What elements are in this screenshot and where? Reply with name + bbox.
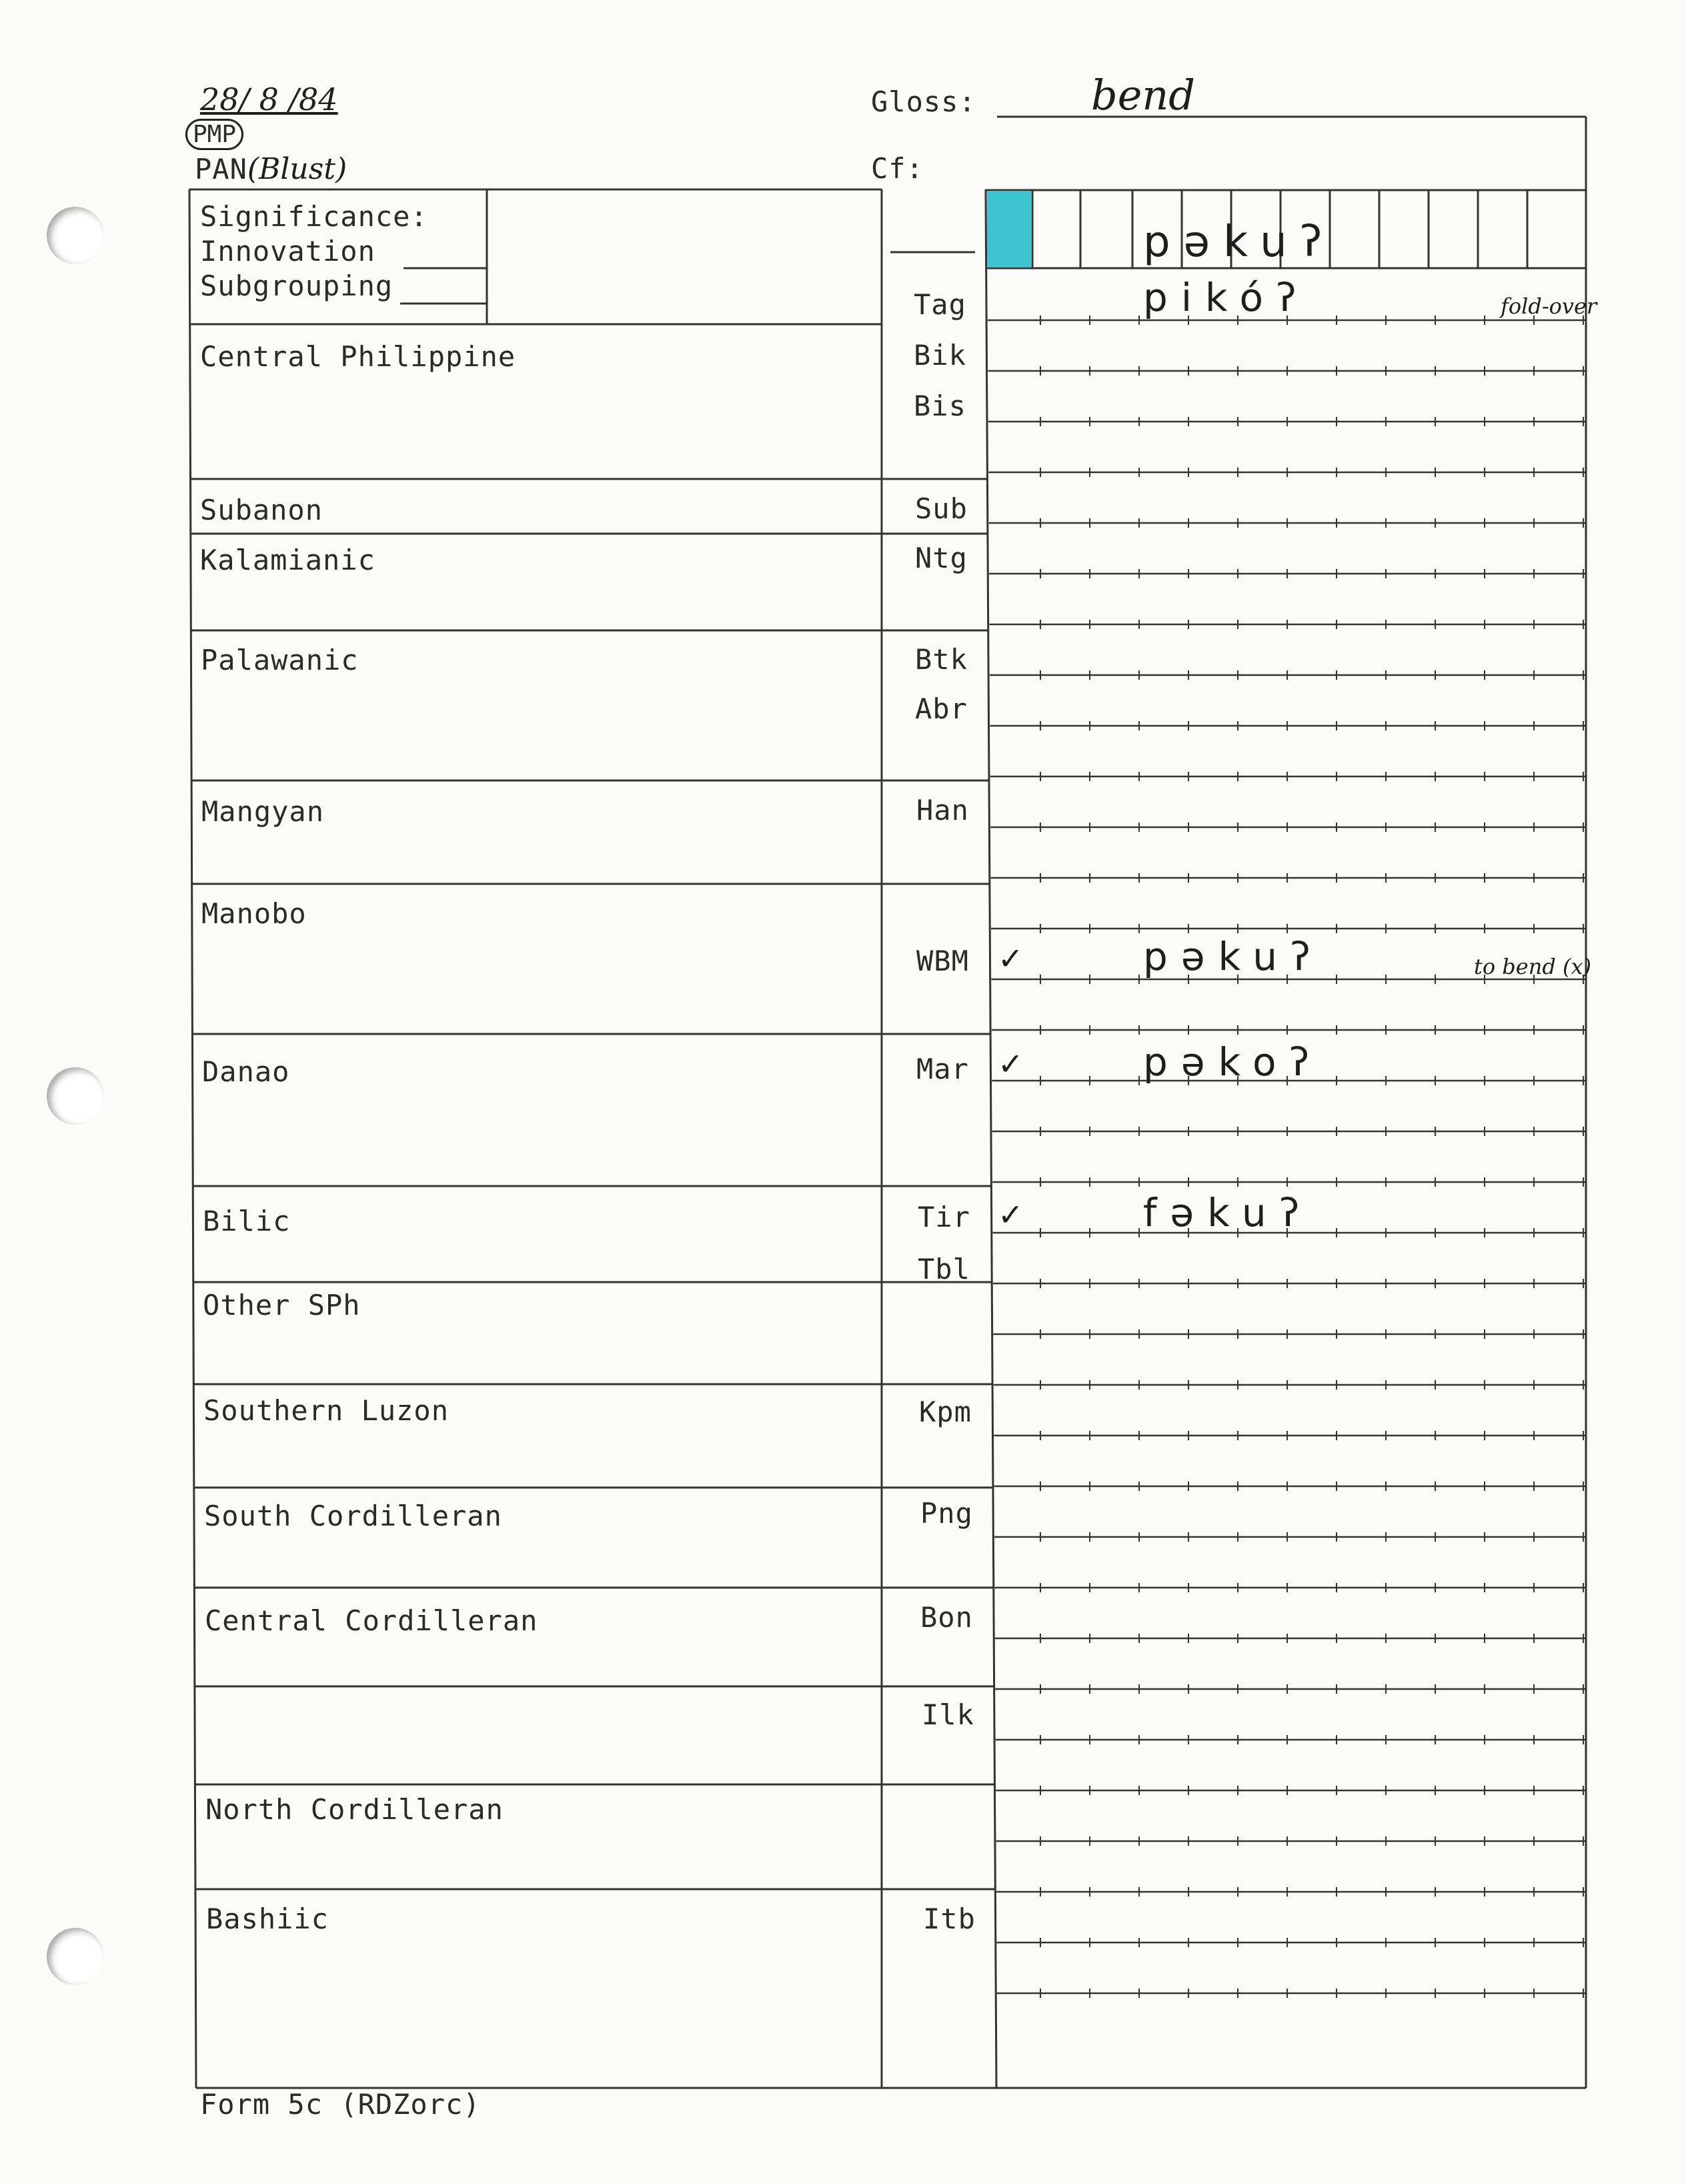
check-wbm: ✓ bbox=[998, 941, 1024, 977]
group-kalamianic: Kalamianic bbox=[200, 544, 375, 576]
lang-abbr-ilk: Ilk bbox=[922, 1698, 974, 1731]
group-other-sph: Other SPh bbox=[203, 1289, 361, 1321]
cf-label: Cf: bbox=[871, 152, 924, 185]
gloss-value[interactable]: bend bbox=[1091, 71, 1195, 119]
group-central-philippine: Central Philippine bbox=[200, 340, 516, 373]
lang-abbr-tir: Tir bbox=[918, 1201, 970, 1233]
significance-title: Significance: bbox=[200, 200, 428, 233]
lang-abbr-han: Han bbox=[916, 794, 969, 827]
group-bilic: Bilic bbox=[203, 1205, 291, 1237]
group-southern-luzon: Southern Luzon bbox=[203, 1394, 450, 1427]
lang-abbr-bis: Bis bbox=[914, 390, 966, 422]
group-danao: Danao bbox=[202, 1055, 290, 1088]
lang-abbr-bik: Bik bbox=[914, 339, 966, 372]
pmp-text: PMP bbox=[193, 121, 237, 148]
lang-abbr-ntg: Ntg bbox=[915, 542, 968, 574]
innovation-label: Innovation bbox=[200, 235, 375, 267]
lang-abbr-mar: Mar bbox=[916, 1053, 969, 1085]
highlight-cell bbox=[987, 191, 1031, 267]
lang-abbr-abr: Abr bbox=[915, 692, 968, 725]
lang-abbr-btk: Btk bbox=[915, 643, 968, 676]
lang-abbr-sub: Sub bbox=[915, 492, 968, 525]
lang-abbr-itb: Itb bbox=[923, 1902, 976, 1935]
group-manobo: Manobo bbox=[201, 897, 307, 930]
lang-abbr-tag: Tag bbox=[914, 288, 966, 321]
group-central-cordilleran: Central Cordilleran bbox=[205, 1604, 538, 1637]
date: 28/ 8 /84 bbox=[200, 81, 338, 117]
form-mar[interactable]: pəkoʔ bbox=[1143, 1039, 1323, 1085]
pan-label bbox=[195, 152, 347, 186]
form-tag[interactable]: pikóʔ bbox=[1143, 275, 1310, 320]
check-mar: ✓ bbox=[998, 1046, 1024, 1082]
pan-text: PAN bbox=[195, 153, 247, 185]
group-subanon: Subanon bbox=[200, 494, 323, 526]
group-south-cordilleran: South Cordilleran bbox=[204, 1500, 502, 1532]
pmp-label bbox=[185, 119, 243, 150]
lang-abbr-png: Png bbox=[920, 1497, 973, 1530]
note-tag: fold-over bbox=[1501, 294, 1597, 319]
lang-abbr-kpm: Kpm bbox=[919, 1396, 972, 1428]
pan-note: (Blust) bbox=[247, 152, 347, 186]
group-bashiic: Bashiic bbox=[206, 1902, 329, 1935]
check-tir: ✓ bbox=[998, 1197, 1024, 1233]
reconstruction[interactable]: pəkuʔ bbox=[1143, 217, 1336, 267]
note-wbm: to bend (x) bbox=[1474, 954, 1591, 979]
gloss-label: Gloss: bbox=[871, 85, 976, 118]
form-wbm[interactable]: pəkuʔ bbox=[1143, 934, 1324, 979]
group-mangyan: Mangyan bbox=[201, 795, 325, 828]
lang-abbr-bon: Bon bbox=[920, 1601, 973, 1634]
group-north-cordilleran: North Cordilleran bbox=[205, 1793, 504, 1826]
lang-abbr-wbm: WBM bbox=[916, 945, 969, 977]
form-footer: Form 5c (RDZorc) bbox=[200, 2088, 481, 2121]
form-tir[interactable]: fəkuʔ bbox=[1143, 1190, 1313, 1235]
subgrouping-label: Subgrouping bbox=[200, 269, 393, 302]
group-palawanic: Palawanic bbox=[201, 644, 359, 676]
lang-abbr-tbl: Tbl bbox=[918, 1253, 970, 1285]
